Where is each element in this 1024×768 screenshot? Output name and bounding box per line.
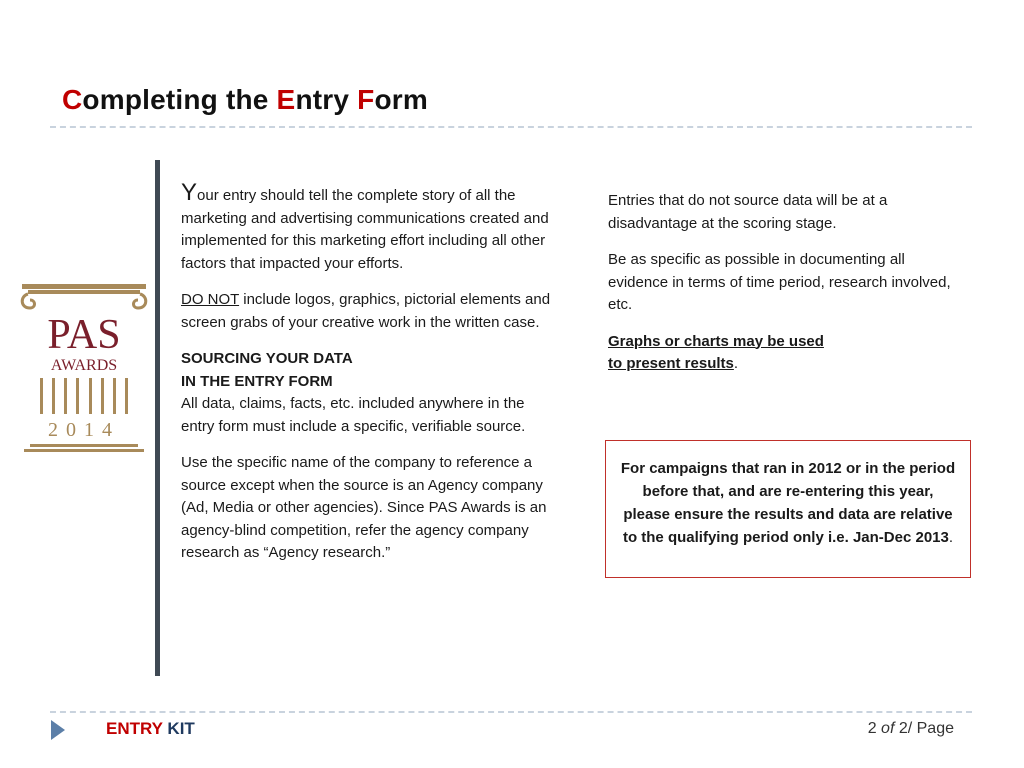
intro-text: our entry should tell the complete story of all the marketing and advertising communications created and implemented for this marketing effort including all other factors that impacted your efforts. xyxy=(181,187,549,272)
do-not-paragraph xyxy=(181,289,553,334)
vertical-accent-bar xyxy=(155,160,160,676)
graphs-line2: to present results xyxy=(608,355,734,372)
specific-paragraph: Be as specific as possible in documenting all evidence in terms of time period, research involved, etc. xyxy=(608,251,951,313)
sourcing-heading-line2: IN THE ENTRY FORM xyxy=(181,372,333,390)
page-title xyxy=(62,84,428,116)
title-divider xyxy=(50,126,972,128)
sourcing-paragraph: All data, claims, facts, etc. included anywhere in the entry form must include a specific, verifiable source. xyxy=(181,395,526,435)
page-number xyxy=(868,720,954,738)
title-initial-f: F xyxy=(357,84,375,115)
title-initial-e: E xyxy=(276,84,296,115)
disadvantage-paragraph: Entries that do not source data will be at a disadvantage at the scoring stage. xyxy=(608,192,888,232)
page-of: of xyxy=(881,720,895,737)
title-initial-c: C xyxy=(62,84,83,115)
do-not-label: DO NOT xyxy=(181,291,240,308)
title-text-2: ntry xyxy=(295,84,358,115)
title-text-1: ompleting the xyxy=(82,84,277,115)
company-name-paragraph: Use the specific name of the company to reference a source except when the source is an Agency company (Ad, Media or other agencies). Since PAS Awards is an agency-blind competition, refer the agency company research as “Agency research.” xyxy=(181,454,547,561)
page-current: 2 xyxy=(867,720,882,737)
sourcing-heading xyxy=(181,348,553,393)
drop-cap: Y xyxy=(181,179,198,206)
pas-awards-logo xyxy=(18,282,150,454)
arrow-right-icon xyxy=(51,720,65,740)
left-text-column xyxy=(181,179,553,579)
notice-text: For campaigns that ran in 2012 or in the period before that, and are re-entering this year, please ensure the results and data are relative to the qualifying period only i.e. Jan-Dec 2013 xyxy=(620,460,956,546)
logo-subword: AWARDS xyxy=(50,357,118,374)
logo-year: 2014 xyxy=(48,419,120,441)
do-not-text: include logos, graphics, pictorial elements and screen grabs of your creative work in the written case. xyxy=(181,291,551,331)
logo-word: PAS xyxy=(47,312,121,358)
notice-end: . xyxy=(948,529,954,546)
campaign-notice-box xyxy=(605,440,971,578)
sourcing-heading-line1: SOURCING YOUR DATA xyxy=(181,350,353,367)
page-total: 2/ Page xyxy=(894,720,954,737)
right-text-column xyxy=(608,190,953,390)
footer-entry: ENTRY xyxy=(106,719,163,738)
footer-kit: KIT xyxy=(162,719,195,738)
intro-paragraph xyxy=(181,179,553,275)
title-text-3: orm xyxy=(374,84,428,115)
footer-entry-kit xyxy=(106,719,195,739)
footer-divider xyxy=(50,711,972,713)
graphs-end: . xyxy=(733,355,739,372)
graphs-paragraph xyxy=(608,331,953,376)
graphs-line1: Graphs or charts may be used xyxy=(608,332,824,350)
